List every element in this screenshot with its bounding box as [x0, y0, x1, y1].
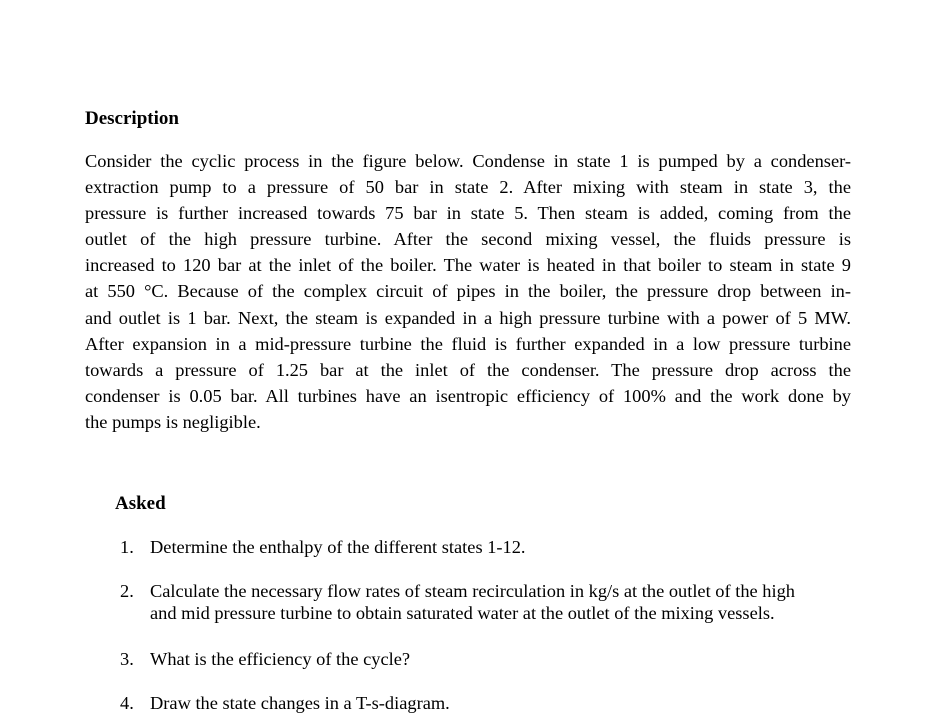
question-number: 3. [120, 649, 134, 669]
paragraph-line: the pumps is negligible. [85, 411, 261, 432]
asked-heading: Asked [115, 493, 166, 514]
paragraph-line: Consider the cyclic process in the figure below. Condense in state 1 is pumped by a condenser- [85, 151, 851, 171]
paragraph-line: towards a pressure of 1.25 bar at the inlet of the condenser. The pressure drop across the [85, 359, 851, 380]
question-text: What is the efficiency of the cycle? [150, 649, 411, 669]
paragraph-line: condenser is 0.05 bar. All turbines have an isentropic efficiency of 100% and the work done by [85, 385, 851, 406]
paragraph-line: extraction pump to a pressure of 50 bar in state 2. After mixing with steam in state 3, the [85, 177, 851, 198]
question-text-line: and mid pressure turbine to obtain saturated water at the outlet of the mixing vessels. [150, 603, 775, 623]
question-number: 4. [120, 693, 134, 713]
paragraph-line: outlet of the high pressure turbine. After the second mixing vessel, the fluids pressure is [85, 229, 851, 250]
paragraph-line: and outlet is 1 bar. Next, the steam is expanded in a high pressure turbine with a power of 5 MW. [85, 307, 851, 328]
paragraph-line: pressure is further increased towards 75 bar in state 5. Then steam is added, coming from the [85, 203, 851, 224]
question-text [150, 580, 855, 624]
paragraph-line: After expansion in a mid-pressure turbine the fluid is further expanded in a low pressure turbine [85, 333, 851, 354]
question-text: Determine the enthalpy of the different states 1-12. [150, 537, 526, 557]
question-text-line: Calculate the necessary flow rates of steam recirculation in kg/s at the outlet of the high [150, 581, 795, 601]
description-heading: Description [85, 108, 179, 129]
paragraph-line: increased to 120 bar at the inlet of the boiler. The water is heated in that boiler to steam in state 9 [85, 255, 851, 276]
question-number: 2. [120, 581, 134, 601]
question-number: 1. [120, 537, 134, 557]
paragraph-line: at 550 °C. Because of the complex circuit of pipes in the boiler, the pressure drop between in- [85, 281, 851, 302]
question-text: Draw the state changes in a T-s-diagram. [150, 693, 450, 713]
description-paragraph [85, 148, 851, 435]
